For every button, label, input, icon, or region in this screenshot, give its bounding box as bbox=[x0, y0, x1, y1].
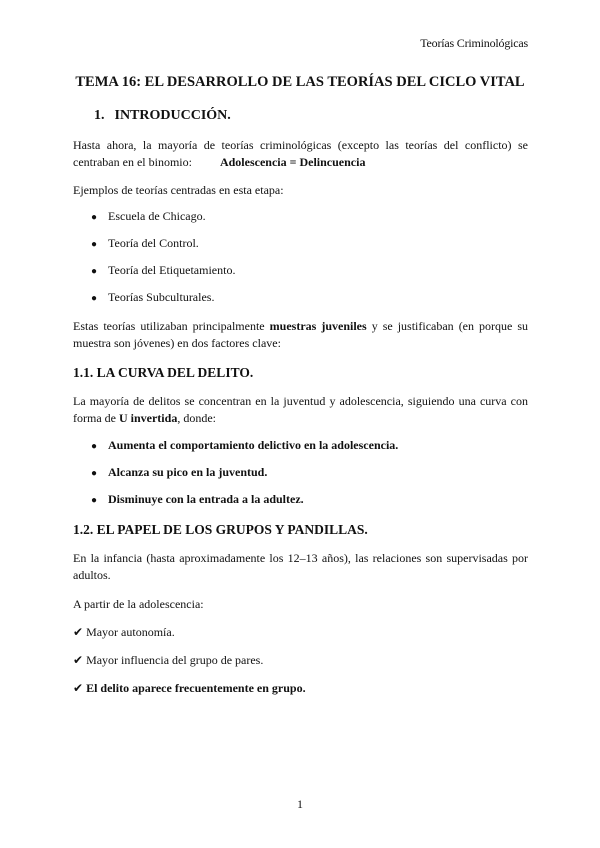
check-item: ✔ Mayor influencia del grupo de pares. bbox=[73, 653, 264, 667]
section-1-heading bbox=[94, 108, 231, 124]
running-header: Teorías Criminológicas bbox=[420, 36, 528, 50]
example-item: ● Teoría del Etiquetamiento. bbox=[91, 263, 236, 277]
examples-intro: Ejemplos de teorías centradas en esta etapa: bbox=[73, 183, 284, 197]
samples-emphasis: muestras juveniles bbox=[269, 319, 367, 333]
page-number: 1 bbox=[297, 797, 303, 811]
bullet-icon: ● bbox=[91, 293, 98, 304]
check-item: ✔ El delito aparece frecuentemente en grupo. bbox=[73, 681, 306, 695]
bullet-icon: ● bbox=[91, 441, 98, 452]
example-item: ● Escuela de Chicago. bbox=[91, 209, 206, 223]
bullet-icon: ● bbox=[91, 495, 98, 506]
samples-paragraph: Estas teorías utilizaban principalmente muestras juveniles y se justificaban (en porque su muestra son jóvenes) en dos factores clave: bbox=[73, 319, 529, 350]
bullet-icon: ● bbox=[91, 266, 98, 277]
groups-paragraph: En la infancia (hasta aproximadamente los 12–13 años), las relaciones son supervisadas por adultos. bbox=[73, 551, 528, 582]
curve-paragraph: La mayoría de delitos se concentran en la juventud y adolescencia, siguiendo una curva con forma de U invertida, donde: bbox=[73, 394, 528, 425]
check-item: ✔ Mayor autonomía. bbox=[73, 625, 175, 639]
curve-point: ● Alcanza su pico en la juventud. bbox=[91, 465, 268, 479]
check-icon: ✔ bbox=[73, 625, 84, 639]
section-1-1-heading: 1.1. LA CURVA DEL DELITO. bbox=[73, 365, 254, 380]
bullet-icon: ● bbox=[91, 468, 98, 479]
section-1-title: INTRODUCCIÓN. bbox=[114, 108, 231, 123]
example-item: ● Teoría del Control. bbox=[91, 236, 199, 250]
example-item: ● Teorías Subculturales. bbox=[91, 290, 215, 304]
section-1-number: 1. bbox=[94, 108, 105, 123]
intro-binomial: Adolescencia = Delincuencia bbox=[219, 155, 366, 169]
intro-paragraph bbox=[73, 137, 528, 171]
bullet-icon: ● bbox=[91, 239, 98, 250]
intro-text: Hasta ahora, la mayoría de teorías criminológicas (excepto las teorías del conflicto) se centraban en el binomio: bbox=[73, 138, 528, 169]
document-title: TEMA 16: EL DESARROLLO DE LAS TEORÍAS DEL CICLO VITAL bbox=[75, 74, 525, 90]
curve-point: ● Disminuye con la entrada a la adultez. bbox=[91, 492, 304, 506]
check-icon: ✔ bbox=[73, 653, 84, 667]
check-icon: ✔ bbox=[73, 681, 84, 695]
bullet-icon: ● bbox=[91, 212, 98, 223]
adolescence-intro: A partir de la adolescencia: bbox=[73, 597, 204, 611]
curve-point: ● Aumenta el comportamiento delictivo en la adolescencia. bbox=[91, 438, 399, 452]
section-1-2-heading: 1.2. EL PAPEL DE LOS GRUPOS Y PANDILLAS. bbox=[73, 522, 368, 537]
curve-emphasis: U invertida bbox=[118, 411, 178, 425]
